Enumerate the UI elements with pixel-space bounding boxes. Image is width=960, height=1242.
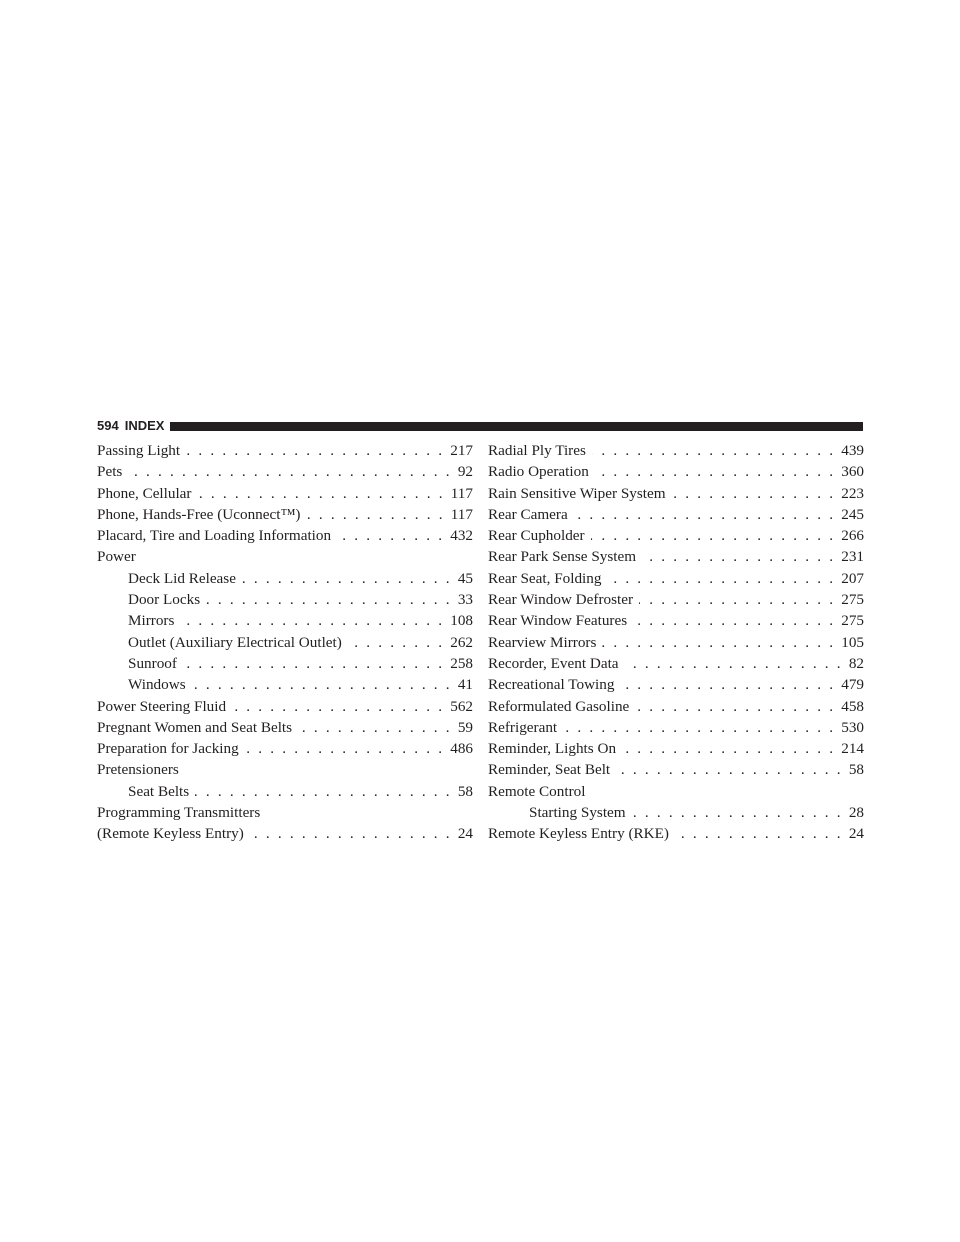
dot-leader [595, 461, 835, 482]
entry-label: Deck Lid Release [128, 569, 236, 587]
entry-label: Seat Belts [128, 782, 190, 800]
entry-label: Placard, Tire and Loading Information [97, 527, 332, 545]
entry-label: Recreational Towing [488, 676, 615, 694]
dot-leader [232, 696, 444, 717]
entry-page: 275 [841, 591, 864, 609]
entry-label: Rear Window Features [488, 612, 628, 630]
entry-page: 479 [841, 676, 864, 694]
dot-leader [180, 610, 444, 631]
heading-label: Pretensioners [97, 761, 179, 779]
entry-page: 214 [841, 740, 864, 758]
entry-label: Starting System [529, 804, 626, 822]
entry-page: 24 [848, 825, 864, 843]
dot-leader [675, 823, 843, 844]
index-entry[interactable] [488, 461, 864, 482]
entry-label: Power Steering Fluid [97, 697, 227, 715]
dot-leader [186, 440, 444, 461]
index-subentry[interactable] [97, 589, 473, 610]
entry-page: 41 [457, 676, 473, 694]
entry-page: 58 [848, 761, 864, 779]
dot-leader [625, 653, 843, 674]
index-subentry[interactable] [97, 568, 473, 589]
entry-page: 59 [457, 718, 473, 736]
index-entry[interactable] [488, 568, 864, 589]
dot-leader [563, 717, 835, 738]
entry-page: 432 [450, 527, 473, 545]
index-entry[interactable] [488, 525, 864, 546]
index-subentry[interactable] [97, 632, 473, 653]
entry-page: 117 [450, 505, 473, 523]
entry-label: Preparation for Jacking [97, 740, 239, 758]
dot-leader [632, 802, 843, 823]
entry-page: 486 [450, 740, 473, 758]
entry-page: 217 [450, 442, 473, 459]
entry-label: (Remote Keyless Entry) [97, 825, 244, 843]
entry-page: 207 [841, 569, 864, 587]
dot-leader [183, 653, 444, 674]
entry-page: 266 [841, 527, 864, 545]
dot-leader [298, 717, 452, 738]
index-column-right [488, 440, 864, 845]
entry-label: Phone, Cellular [97, 484, 192, 502]
index-subentry[interactable] [97, 610, 473, 631]
index-entry[interactable] [488, 823, 864, 844]
entry-label: Outlet (Auxiliary Electrical Outlet) [128, 633, 342, 651]
entry-page: 45 [457, 569, 473, 587]
dot-leader [337, 525, 444, 546]
dot-leader [242, 568, 452, 589]
index-column-left [97, 440, 473, 845]
entry-label: Radial Ply Tires [488, 442, 586, 459]
index-heading [488, 781, 864, 802]
index-entry[interactable] [97, 461, 473, 482]
header-rule [170, 422, 863, 431]
index-entry[interactable] [97, 717, 473, 738]
dot-leader [602, 632, 835, 653]
page-number: 594 [97, 418, 119, 433]
entry-page: 28 [848, 804, 864, 822]
index-subentry[interactable] [97, 781, 473, 802]
entry-page: 82 [848, 654, 864, 672]
entry-label: Rain Sensitive Wiper System [488, 484, 666, 502]
entry-label: Pregnant Women and Seat Belts [97, 718, 293, 736]
page-header [97, 419, 863, 433]
entry-page: 108 [450, 612, 473, 630]
entry-label: Rear Camera [488, 505, 568, 523]
dot-leader [128, 461, 451, 482]
index-heading [97, 802, 473, 823]
index-entry[interactable] [488, 440, 864, 461]
dot-leader [250, 823, 452, 844]
index-entry[interactable] [488, 738, 864, 759]
index-entry[interactable] [488, 589, 864, 610]
entry-page: 262 [450, 633, 473, 651]
heading-label: Power [97, 548, 136, 566]
entry-label: Remote Keyless Entry (RKE) [488, 825, 669, 843]
index-entry[interactable] [488, 483, 864, 504]
entry-page: 92 [457, 463, 473, 481]
entry-page: 258 [450, 654, 473, 672]
entry-page: 360 [841, 463, 864, 481]
dot-leader [306, 504, 444, 525]
entry-label: Rear Park Sense System [488, 548, 637, 566]
entry-page: 33 [457, 591, 473, 609]
index-entry[interactable] [97, 504, 473, 525]
index-entry[interactable] [97, 823, 473, 844]
entry-label: Sunroof [128, 654, 177, 672]
dot-leader [348, 632, 444, 653]
index-subentry[interactable] [97, 653, 473, 674]
index-entry[interactable] [488, 504, 864, 525]
entry-label: Passing Light [97, 442, 181, 459]
entry-page: 117 [450, 484, 473, 502]
index-entry[interactable] [488, 696, 864, 717]
dot-leader [574, 504, 836, 525]
entry-label: Reformulated Gasoline [488, 697, 630, 715]
index-entry[interactable] [488, 653, 864, 674]
entry-label: Rear Window Defroster [488, 591, 634, 609]
heading-label: Programming Transmitters [97, 804, 261, 822]
dot-leader [607, 568, 835, 589]
entry-label: Windows [128, 676, 186, 694]
entry-label: Door Locks [128, 591, 201, 609]
dot-leader [591, 525, 836, 546]
index-entry[interactable] [97, 738, 473, 759]
entry-page: 458 [841, 697, 864, 715]
index-subentry[interactable] [488, 802, 864, 823]
entry-page: 530 [841, 718, 864, 736]
entry-page: 24 [457, 825, 473, 843]
entry-label: Phone, Hands-Free (Uconnect™) [97, 505, 301, 523]
entry-page: 231 [841, 548, 864, 566]
entry-label: Radio Operation [488, 463, 589, 481]
dot-leader [633, 610, 835, 631]
dot-leader [245, 738, 445, 759]
entry-page: 58 [457, 782, 473, 800]
index-heading [97, 546, 473, 567]
dot-leader [592, 440, 835, 461]
index-entry[interactable] [488, 674, 864, 695]
index-heading [97, 759, 473, 780]
entry-label: Refrigerant [488, 718, 558, 736]
dot-leader [622, 738, 835, 759]
dot-leader [635, 696, 835, 717]
index-entry[interactable] [97, 440, 473, 461]
dot-leader [616, 759, 843, 780]
dot-leader [642, 546, 835, 567]
index-entry[interactable] [97, 525, 473, 546]
entry-label: Recorder, Event Data [488, 654, 619, 672]
index-subentry[interactable] [97, 674, 473, 695]
section-title: INDEX [124, 418, 165, 433]
index-entry[interactable] [488, 546, 864, 567]
entry-page: 245 [841, 505, 864, 523]
heading-label: Remote Control [488, 782, 586, 800]
entry-label: Rearview Mirrors [488, 633, 597, 651]
index-entry[interactable] [488, 759, 864, 780]
entry-page: 223 [841, 484, 864, 502]
entry-page: 439 [841, 442, 864, 459]
dot-leader [672, 483, 836, 504]
entry-label: Pets [97, 463, 123, 481]
index-entry[interactable] [97, 696, 473, 717]
index-entry[interactable] [488, 632, 864, 653]
entry-page: 105 [841, 633, 864, 651]
entry-label: Rear Cupholder [488, 527, 585, 545]
dot-leader [197, 483, 444, 504]
dot-leader [192, 674, 452, 695]
index-entry[interactable] [97, 483, 473, 504]
dot-leader [206, 589, 452, 610]
entry-label: Rear Seat, Folding [488, 569, 602, 587]
index-entry[interactable] [488, 610, 864, 631]
dot-leader [620, 674, 835, 695]
entry-label: Mirrors [128, 612, 175, 630]
entry-page: 275 [841, 612, 864, 630]
entry-label: Reminder, Lights On [488, 740, 617, 758]
dot-leader [639, 589, 835, 610]
entry-page: 562 [450, 697, 473, 715]
dot-leader [195, 781, 452, 802]
index-entry[interactable] [488, 717, 864, 738]
entry-label: Reminder, Seat Belt [488, 761, 611, 779]
